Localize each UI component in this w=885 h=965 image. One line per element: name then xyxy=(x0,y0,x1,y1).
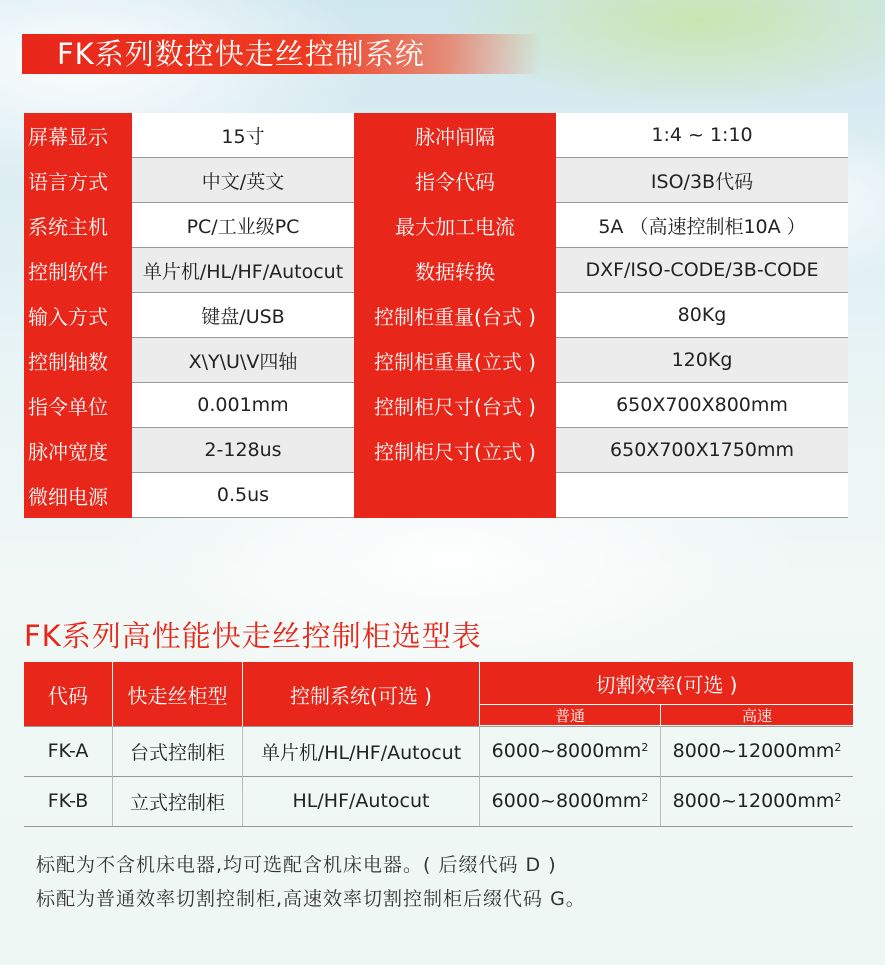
header-efficiency: 切割效率(可选 ) xyxy=(480,662,853,704)
cell-type: 立式控制柜 xyxy=(129,791,225,814)
page-title: FK系列数控快走丝控制系统 xyxy=(57,37,425,71)
spec-row xyxy=(24,293,848,338)
spec-value: 5A （高速控制柜10A ） xyxy=(556,203,848,248)
spec-row xyxy=(24,158,848,203)
spec-label: 屏幕显示 xyxy=(24,113,132,158)
spec-value: DXF/ISO-CODE/3B-CODE xyxy=(556,248,848,293)
spec-value: 15寸 xyxy=(132,113,354,158)
spec-label: 指令单位 xyxy=(24,383,132,428)
spec-label: 控制轴数 xyxy=(24,338,132,383)
selection-table xyxy=(24,662,853,826)
spec-row xyxy=(24,383,848,428)
cell-high: 8000~12000mm $^2$ xyxy=(672,740,842,762)
spec-label: 系统主机 xyxy=(24,203,132,248)
cell-code: FK-A xyxy=(47,740,89,762)
spec-label: 输入方式 xyxy=(24,293,132,338)
spec-value: 650X700X1750mm xyxy=(556,428,848,473)
spec-value: 80Kg xyxy=(556,293,848,338)
spec-row xyxy=(24,473,848,518)
cell-high: 8000~12000mm $^2$ xyxy=(672,790,842,812)
spec-label xyxy=(354,473,556,518)
spec-value: 0.5us xyxy=(132,473,354,518)
note-line: 标配为普通效率切割控制柜,高速效率切割控制柜后缀代码 G。 xyxy=(36,888,586,910)
spec-value: 650X700X800mm xyxy=(556,383,848,428)
note-line: 标配为不含机床电器,均可选配含机床电器。( 后缀代码 D ) xyxy=(36,854,557,876)
spec-label: 语言方式 xyxy=(24,158,132,203)
spec-row xyxy=(24,428,848,473)
spec-value: PC/工业级PC xyxy=(132,203,354,248)
spec-label: 控制柜尺寸(台式 ) xyxy=(354,383,556,428)
cell-normal: 6000~8000mm $^2$ xyxy=(491,790,649,812)
spec-label: 微细电源 xyxy=(24,473,132,518)
spec-label: 脉冲间隔 xyxy=(354,113,556,158)
spec-value: 2-128us xyxy=(132,428,354,473)
spec-label: 数据转换 xyxy=(354,248,556,293)
spec-row xyxy=(24,338,848,383)
cell-type: 台式控制柜 xyxy=(129,741,225,764)
header-divider xyxy=(480,704,853,705)
spec-label: 脉冲宽度 xyxy=(24,428,132,473)
spec-row xyxy=(24,248,848,293)
spec-value: 键盘/USB xyxy=(132,293,354,338)
spec-value: X\Y\U\V四轴 xyxy=(132,338,354,383)
spec-label: 控制柜尺寸(立式 ) xyxy=(354,428,556,473)
cell-normal: 6000~8000mm $^2$ xyxy=(491,740,649,762)
spec-label: 最大加工电流 xyxy=(354,203,556,248)
row-divider xyxy=(24,826,853,827)
selection-title: FK系列高性能快走丝控制柜选型表 xyxy=(24,619,482,653)
spec-value: ISO/3B代码 xyxy=(556,158,848,203)
header-normal: 普通 xyxy=(480,705,660,725)
spec-value: 中文/英文 xyxy=(132,158,354,203)
header-code: 代码 xyxy=(24,662,112,726)
spec-row xyxy=(24,203,848,248)
spec-row xyxy=(24,113,848,158)
spec-value: 120Kg xyxy=(556,338,848,383)
spec-value xyxy=(556,473,848,518)
header-system: 控制系统(可选 ) xyxy=(243,662,479,726)
spec-label: 控制柜重量(立式 ) xyxy=(354,338,556,383)
spec-value: 0.001mm xyxy=(132,383,354,428)
spec-value: 单片机/HL/HF/Autocut xyxy=(132,248,354,293)
cell-code: FK-B xyxy=(47,790,89,812)
notes xyxy=(36,848,586,916)
spec-value: 1:4 ~ 1:10 xyxy=(556,113,848,158)
header-high: 高速 xyxy=(661,705,853,725)
cell-system: HL/HF/Autocut xyxy=(292,790,430,812)
spec-label: 控制柜重量(台式 ) xyxy=(354,293,556,338)
title-banner xyxy=(22,34,542,74)
spec-label: 指令代码 xyxy=(354,158,556,203)
header-type: 快走丝柜型 xyxy=(113,662,242,726)
cell-system: 单片机/HL/HF/Autocut xyxy=(260,741,462,764)
spec-label: 控制软件 xyxy=(24,248,132,293)
